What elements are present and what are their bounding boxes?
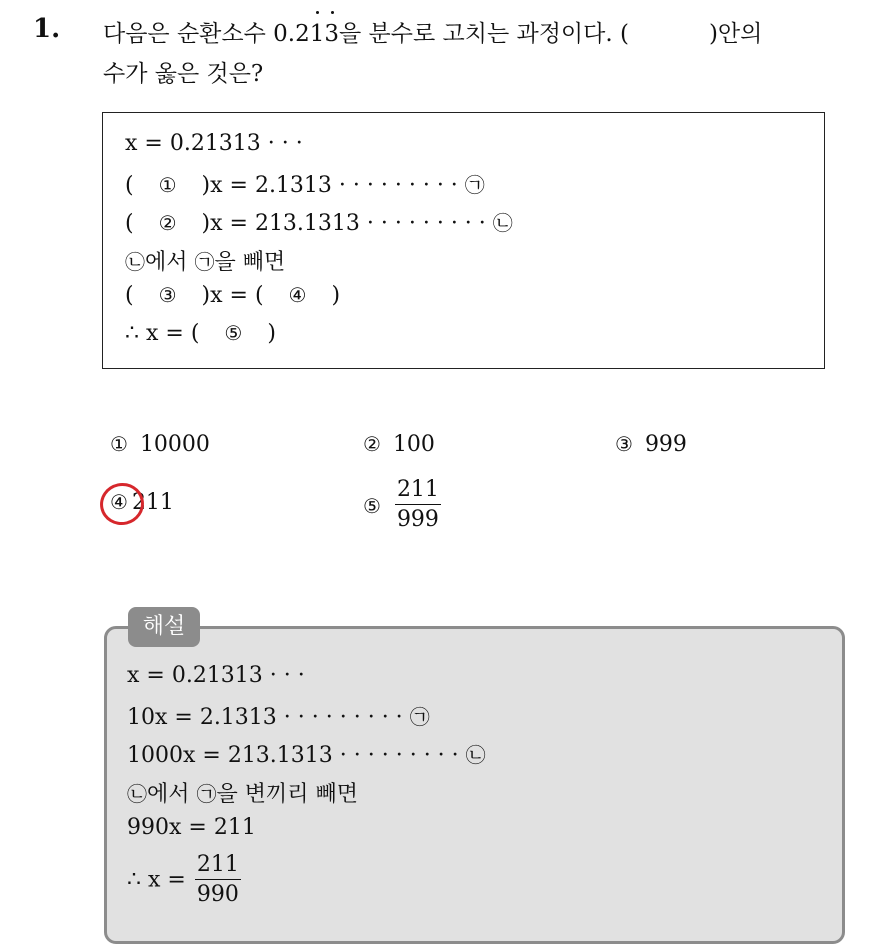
- solution-line-5: 990x = 211: [127, 815, 256, 840]
- choice-value: 100: [392, 432, 435, 457]
- choice-number: ④: [110, 490, 128, 514]
- process-eq: ∴ x = (: [125, 321, 200, 346]
- choice-fraction: [395, 476, 441, 535]
- choice-1[interactable]: [110, 432, 210, 457]
- choice-number: ⑤: [363, 493, 381, 518]
- question-number: 1.: [33, 14, 61, 44]
- choice-number: ③: [615, 432, 633, 456]
- process-paren: (: [125, 283, 134, 308]
- solution-eq: ∴ x =: [127, 867, 186, 893]
- blank-3-marker: ③: [158, 283, 177, 307]
- question-text: [103, 14, 873, 54]
- choice-number: ①: [110, 432, 128, 456]
- process-eq: )x = (: [201, 283, 264, 308]
- equation-mark-nieun: ㉡: [492, 211, 513, 235]
- blank-5-marker: ⑤: [224, 321, 243, 345]
- equation-mark-nieun: ㉡: [127, 782, 147, 806]
- process-line-2: [125, 169, 485, 198]
- solution-eq: 10x = 2.1313 · · · · · · · · ·: [127, 705, 403, 730]
- question-text-pre: 다음은 순환소수 0.2: [103, 21, 310, 47]
- repeating-digit-2: 3: [324, 14, 339, 54]
- answer-choices: [110, 432, 810, 542]
- choice-5[interactable]: [363, 476, 441, 535]
- repeating-digit-1: 1: [310, 14, 325, 54]
- process-paren: ): [267, 321, 276, 346]
- blank-4-marker: ④: [288, 283, 307, 307]
- solution-fraction: [195, 851, 241, 910]
- process-line-6: [125, 321, 276, 346]
- equation-mark-nieun: ㉡: [465, 743, 486, 767]
- solution-text: 을 변끼리 빼면: [216, 782, 359, 807]
- process-eq: )x = 213.1313 · · · · · · · · ·: [201, 211, 486, 236]
- choice-value: 211: [131, 490, 174, 515]
- process-line-1: x = 0.21313 · · ·: [125, 131, 303, 156]
- process-line-3: [125, 207, 513, 236]
- blank-2-marker: ②: [158, 211, 177, 235]
- fraction-denominator: 999: [396, 507, 439, 532]
- solution-line-6: [127, 851, 241, 910]
- choice-number: ②: [363, 432, 381, 456]
- question-text-close: )안의: [708, 21, 763, 47]
- process-paren: (: [125, 173, 134, 198]
- process-text: 에서: [145, 250, 188, 275]
- choice-value: 999: [644, 432, 687, 457]
- equation-mark-giyeok: ㉠: [464, 173, 485, 197]
- process-line-5: [125, 283, 340, 308]
- solution-box: [104, 626, 845, 944]
- solution-line-2: [127, 701, 430, 730]
- equation-mark-nieun: ㉡: [125, 250, 145, 274]
- solution-tag: 해설: [128, 607, 200, 647]
- equation-mark-giyeok: ㉠: [196, 782, 217, 806]
- fraction-numerator: 211: [395, 476, 441, 505]
- process-paren: ): [331, 283, 341, 308]
- process-paren: (: [125, 211, 134, 236]
- solution-text: 에서: [147, 782, 190, 807]
- process-line-4: [125, 245, 285, 276]
- fraction-denominator: 990: [196, 882, 239, 907]
- fraction-numerator: 211: [195, 851, 241, 880]
- process-eq: )x = 2.1313 · · · · · · · · ·: [201, 173, 458, 198]
- process-box: [102, 112, 825, 369]
- choice-value: 10000: [139, 432, 210, 457]
- solution-eq: 1000x = 213.1313 · · · · · · · · ·: [127, 743, 459, 768]
- equation-mark-giyeok: ㉠: [194, 250, 215, 274]
- choice-2[interactable]: [363, 432, 435, 457]
- choice-3[interactable]: [615, 432, 687, 457]
- equation-mark-giyeok: ㉠: [409, 705, 430, 729]
- question-line-2: 수가 옳은 것은?: [103, 61, 264, 87]
- process-text: 을 빼면: [214, 250, 286, 275]
- solution-line-1: x = 0.21313 · · ·: [127, 663, 305, 688]
- solution-line-4: [127, 777, 358, 808]
- question-text-post: 을 분수로 고치는 과정이다. (: [339, 21, 629, 47]
- solution-line-3: [127, 739, 486, 768]
- blank-1-marker: ①: [158, 173, 177, 197]
